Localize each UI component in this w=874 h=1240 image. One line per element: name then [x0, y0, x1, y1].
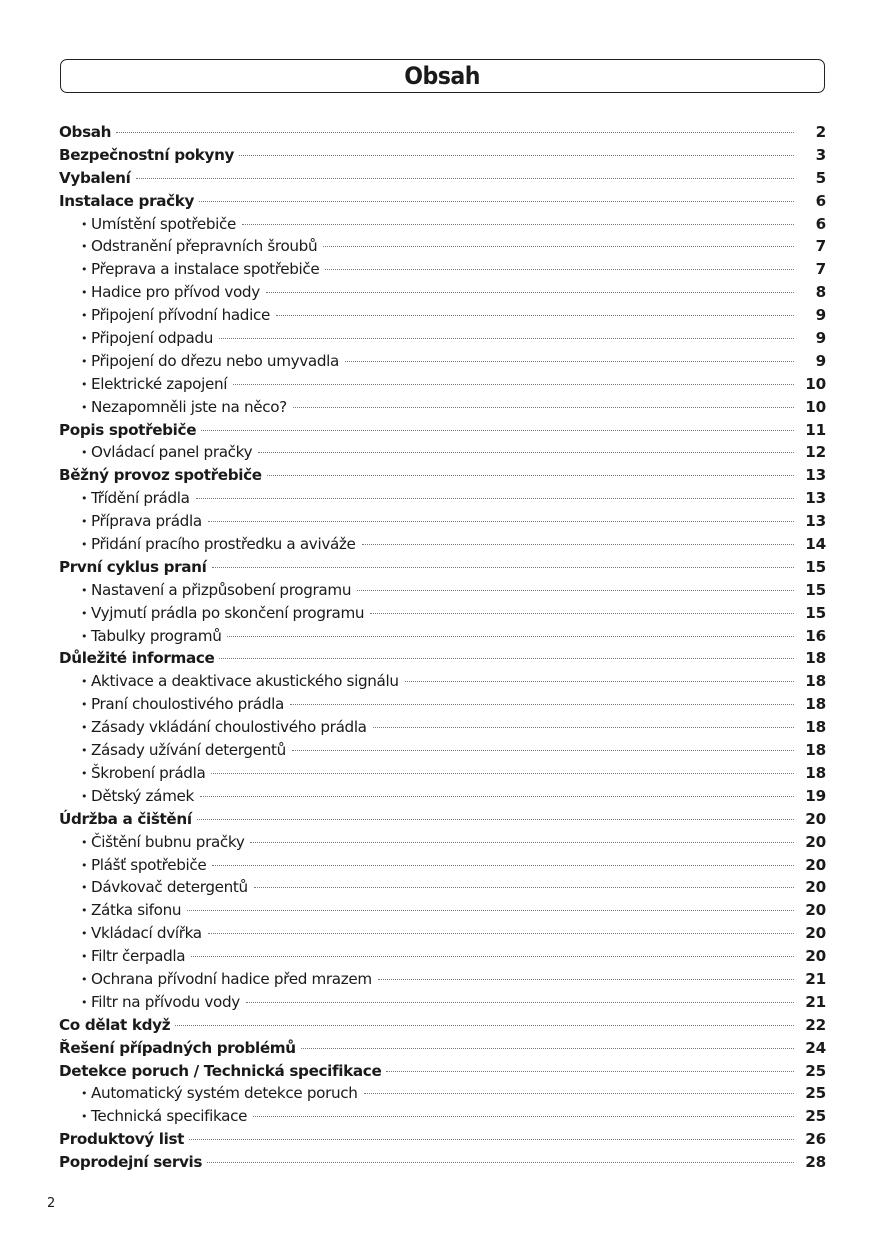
- toc-section-entry[interactable]: [59, 602, 826, 625]
- toc-entry-label: [59, 1128, 184, 1151]
- toc-entry-text: Škrobení prádla: [91, 763, 206, 782]
- toc-page-number: 20: [805, 832, 826, 851]
- bullet-icon: •: [81, 446, 88, 460]
- toc-entry-text: Elektrické zapojení: [91, 374, 228, 393]
- toc-page-number: 14: [805, 535, 826, 554]
- dotted-leader: [345, 361, 794, 362]
- toc-entry-label: [59, 1037, 296, 1060]
- toc-page-number: 6: [815, 214, 826, 233]
- toc-entry-label: [59, 1060, 381, 1083]
- toc-entry-text: Vyjmutí prádla po skončení programu: [91, 603, 365, 622]
- toc-entry-label: [59, 968, 372, 993]
- toc-entry-label: [59, 373, 227, 398]
- toc-entry-label: [59, 235, 317, 260]
- toc-entry-text: Hadice pro přívod vody: [91, 283, 260, 302]
- toc-page-number: 11: [805, 420, 826, 439]
- toc-entry-label: [59, 510, 202, 535]
- dotted-leader: [201, 430, 794, 431]
- toc-chapter-entry[interactable]: [59, 419, 826, 442]
- toc-page-number: 13: [805, 512, 826, 531]
- toc-entry-text: Přeprava a instalace spotřebiče: [91, 260, 320, 279]
- toc-page-number: 7: [815, 260, 826, 279]
- toc-entry-text: Bezpečnostní pokyny: [59, 145, 235, 164]
- bullet-icon: •: [81, 995, 88, 1009]
- toc-entry-text: Údržba a čištění: [59, 809, 192, 828]
- toc-entry-label: [59, 945, 185, 970]
- toc-chapter-entry[interactable]: [59, 144, 826, 167]
- toc-page-number: 25: [805, 1107, 826, 1126]
- toc-section-entry[interactable]: [59, 670, 826, 693]
- toc-section-entry[interactable]: [59, 693, 826, 716]
- toc-chapter-entry[interactable]: [59, 464, 826, 487]
- toc-page-number: 20: [805, 924, 826, 943]
- bullet-icon: •: [81, 835, 88, 849]
- toc-entry-label: [59, 739, 286, 764]
- toc-entry-label: [59, 441, 252, 466]
- bullet-icon: •: [81, 927, 88, 941]
- toc-entry-label: [59, 281, 260, 306]
- toc-section-entry[interactable]: [59, 625, 826, 648]
- dotted-leader: [254, 887, 794, 888]
- toc-page-number: 24: [805, 1038, 826, 1057]
- toc-section-entry[interactable]: [59, 533, 826, 556]
- toc-page-number: 10: [805, 374, 826, 393]
- dotted-leader: [373, 727, 794, 728]
- toc-chapter-entry[interactable]: [59, 808, 826, 831]
- toc-entry-text: Poprodejní servis: [59, 1153, 203, 1172]
- toc-entry-label: [59, 831, 244, 856]
- dotted-leader: [253, 1116, 794, 1117]
- toc-page-number: 5: [815, 168, 826, 187]
- dotted-leader: [301, 1048, 794, 1049]
- toc-entry-text: Připojení odpadu: [91, 329, 214, 348]
- toc-section-entry[interactable]: [59, 854, 826, 877]
- toc-page-number: 21: [805, 992, 826, 1011]
- toc-chapter-entry[interactable]: [59, 1128, 826, 1151]
- toc-entry-text: Nezapomněli jste na něco?: [91, 397, 287, 416]
- toc-page-number: 13: [805, 466, 826, 485]
- toc-entry-label: [59, 602, 364, 627]
- bullet-icon: •: [81, 309, 88, 323]
- bullet-icon: •: [81, 354, 88, 368]
- dotted-leader: [199, 201, 794, 202]
- bullet-icon: •: [81, 400, 88, 414]
- dotted-leader: [266, 292, 794, 293]
- page-title: Obsah: [404, 62, 481, 90]
- bullet-icon: •: [81, 583, 88, 597]
- toc-entry-label: [59, 991, 240, 1016]
- dotted-leader: [323, 246, 794, 247]
- toc-entry-label: [59, 556, 207, 579]
- toc-entry-text: Zásady užívání detergentů: [91, 741, 286, 760]
- dotted-leader: [276, 315, 794, 316]
- toc-page-number: 2: [815, 123, 826, 141]
- toc-page-number: 10: [805, 397, 826, 416]
- toc-entry-text: Připojení přívodní hadice: [91, 306, 270, 325]
- toc-page-number: 12: [805, 443, 826, 462]
- dotted-leader: [208, 521, 794, 522]
- toc-entry-text: Řešení případných problémů: [59, 1038, 296, 1057]
- bullet-icon: •: [81, 332, 88, 346]
- toc-page-number: 9: [815, 329, 826, 348]
- toc-entry-text: Vybalení: [59, 168, 131, 187]
- toc-entry-label: [59, 1105, 247, 1130]
- toc-section-entry[interactable]: [59, 739, 826, 762]
- toc-entry-label: [59, 693, 284, 718]
- toc-entry-label: [59, 396, 287, 421]
- dotted-leader: [292, 750, 794, 751]
- toc-page-number: 26: [805, 1130, 826, 1149]
- toc-entry-text: Co dělat když: [59, 1015, 171, 1034]
- dotted-leader: [267, 475, 794, 476]
- toc-chapter-entry[interactable]: [59, 1037, 826, 1060]
- toc-entry-text: Připojení do dřezu nebo umyvadla: [91, 351, 340, 370]
- toc-section-entry[interactable]: [59, 304, 826, 327]
- dotted-leader: [242, 224, 794, 225]
- toc-entry-text: Třídění prádla: [91, 489, 190, 508]
- toc-section-entry[interactable]: [59, 785, 826, 808]
- bullet-icon: •: [81, 972, 88, 986]
- toc-section-entry[interactable]: [59, 281, 826, 304]
- toc-page-number: 15: [805, 580, 826, 599]
- toc-entry-text: Aktivace a deaktivace akustického signálu: [91, 672, 399, 691]
- toc-entry-label: [59, 487, 190, 512]
- dotted-leader: [362, 544, 794, 545]
- bullet-icon: •: [81, 286, 88, 300]
- dotted-leader: [197, 819, 794, 820]
- toc-entry-label: [59, 854, 206, 879]
- toc-section-entry[interactable]: [59, 396, 826, 419]
- toc-section-entry[interactable]: [59, 876, 826, 899]
- toc-entry-label: [59, 167, 131, 190]
- table-of-contents: [59, 121, 826, 1174]
- toc-page-number: 22: [805, 1015, 826, 1034]
- bullet-icon: •: [81, 881, 88, 895]
- page-number: 2: [47, 1196, 56, 1211]
- dotted-leader: [196, 498, 794, 499]
- toc-entry-text: Detekce poruch / Technická specifikace: [59, 1061, 382, 1080]
- bullet-icon: •: [81, 721, 88, 735]
- toc-page-number: 16: [805, 626, 826, 645]
- bullet-icon: •: [81, 675, 88, 689]
- toc-page-number: 18: [805, 741, 826, 760]
- toc-section-entry[interactable]: [59, 968, 826, 991]
- toc-entry-text: Nastavení a přizpůsobení programu: [91, 580, 352, 599]
- dotted-leader: [207, 1162, 794, 1163]
- toc-entry-label: [59, 144, 234, 167]
- toc-entry-label: [59, 876, 248, 901]
- toc-entry-label: [59, 258, 319, 283]
- toc-page-number: 18: [805, 695, 826, 714]
- toc-chapter-entry[interactable]: [59, 1014, 826, 1037]
- dotted-leader: [211, 773, 794, 774]
- toc-section-entry[interactable]: [59, 510, 826, 533]
- toc-section-entry[interactable]: [59, 327, 826, 350]
- toc-page-number: 19: [805, 786, 826, 805]
- dotted-leader: [189, 1139, 794, 1140]
- toc-entry-label: [59, 1014, 170, 1037]
- toc-section-entry[interactable]: [59, 235, 826, 258]
- bullet-icon: •: [81, 538, 88, 552]
- dotted-leader: [364, 1093, 794, 1094]
- toc-entry-label: [59, 785, 194, 810]
- bullet-icon: •: [81, 217, 88, 231]
- toc-entry-label: [59, 213, 236, 238]
- dotted-leader: [233, 384, 794, 385]
- toc-page-number: 18: [805, 649, 826, 668]
- bullet-icon: •: [81, 240, 88, 254]
- bullet-icon: •: [81, 377, 88, 391]
- title-box: [60, 59, 825, 93]
- toc-section-entry[interactable]: [59, 899, 826, 922]
- toc-entry-text: Dávkovač detergentů: [91, 878, 248, 897]
- bullet-icon: •: [81, 858, 88, 872]
- toc-page-number: 28: [805, 1153, 826, 1172]
- toc-entry-text: Ovládací panel pračky: [91, 443, 253, 462]
- toc-section-entry[interactable]: [59, 350, 826, 373]
- toc-entry-label: [59, 762, 205, 787]
- toc-section-entry[interactable]: [59, 762, 826, 785]
- toc-page-number: 7: [815, 237, 826, 256]
- toc-section-entry[interactable]: [59, 579, 826, 602]
- bullet-icon: •: [81, 606, 88, 620]
- bullet-icon: •: [81, 1110, 88, 1124]
- toc-page-number: 18: [805, 718, 826, 737]
- toc-section-entry[interactable]: [59, 991, 826, 1014]
- dotted-leader: [293, 407, 794, 408]
- toc-entry-label: [59, 1151, 202, 1174]
- dotted-leader: [136, 178, 795, 179]
- toc-entry-text: Automatický systém detekce poruch: [91, 1084, 358, 1103]
- toc-entry-label: [59, 350, 339, 375]
- toc-entry-text: Praní choulostivého prádla: [91, 695, 284, 714]
- dotted-leader: [187, 910, 794, 911]
- toc-page-number: 15: [805, 557, 826, 576]
- dotted-leader: [357, 590, 794, 591]
- dotted-leader: [200, 796, 794, 797]
- toc-entry-label: [59, 670, 399, 695]
- toc-chapter-entry[interactable]: [59, 1060, 826, 1083]
- bullet-icon: •: [81, 515, 88, 529]
- dotted-leader: [290, 704, 794, 705]
- toc-section-entry[interactable]: [59, 258, 826, 281]
- toc-entry-label: [59, 625, 221, 650]
- toc-entry-text: Obsah: [59, 123, 112, 141]
- toc-entry-label: [59, 464, 262, 487]
- toc-entry-label: [59, 121, 111, 144]
- toc-page-number: 25: [805, 1084, 826, 1103]
- bullet-icon: •: [81, 789, 88, 803]
- bullet-icon: •: [81, 904, 88, 918]
- toc-chapter-entry[interactable]: [59, 556, 826, 579]
- toc-entry-text: Dětský zámek: [91, 786, 194, 805]
- toc-entry-text: Technická specifikace: [91, 1107, 248, 1126]
- toc-entry-label: [59, 304, 270, 329]
- toc-chapter-entry[interactable]: [59, 121, 826, 144]
- toc-page-number: 18: [805, 763, 826, 782]
- dotted-leader: [370, 613, 794, 614]
- toc-page-number: 3: [815, 145, 826, 164]
- dotted-leader: [405, 681, 794, 682]
- dotted-leader: [175, 1025, 794, 1026]
- dotted-leader: [116, 132, 794, 133]
- dotted-leader: [250, 842, 794, 843]
- toc-entry-text: Zátka sifonu: [91, 901, 182, 920]
- toc-page-number: 13: [805, 489, 826, 508]
- toc-entry-text: První cyklus praní: [59, 557, 207, 576]
- toc-entry-label: [59, 716, 367, 741]
- toc-entry-label: [59, 419, 196, 442]
- toc-page-number: 20: [805, 809, 826, 828]
- bullet-icon: •: [81, 950, 88, 964]
- toc-chapter-entry[interactable]: [59, 1151, 826, 1174]
- toc-chapter-entry[interactable]: [59, 190, 826, 213]
- toc-section-entry[interactable]: [59, 1105, 826, 1128]
- dotted-leader: [258, 452, 794, 453]
- dotted-leader: [325, 269, 794, 270]
- toc-entry-label: [59, 327, 213, 352]
- toc-entry-label: [59, 533, 356, 558]
- toc-entry-label: [59, 899, 181, 924]
- toc-entry-text: Důležité informace: [59, 649, 215, 668]
- toc-section-entry[interactable]: [59, 487, 826, 510]
- toc-page-number: 15: [805, 603, 826, 622]
- toc-entry-label: [59, 1082, 358, 1107]
- toc-page-number: 18: [805, 672, 826, 691]
- dotted-leader: [212, 865, 794, 866]
- dotted-leader: [191, 956, 794, 957]
- toc-entry-text: Umístění spotřebiče: [91, 214, 236, 233]
- toc-section-entry[interactable]: [59, 1082, 826, 1105]
- toc-entry-label: [59, 808, 192, 831]
- dotted-leader: [246, 1002, 794, 1003]
- dotted-leader: [219, 338, 794, 339]
- toc-section-entry[interactable]: [59, 373, 826, 396]
- toc-entry-label: [59, 647, 214, 670]
- bullet-icon: •: [81, 744, 88, 758]
- toc-page-number: 25: [805, 1061, 826, 1080]
- toc-section-entry[interactable]: [59, 831, 826, 854]
- dotted-leader: [386, 1071, 794, 1072]
- toc-section-entry[interactable]: [59, 716, 826, 739]
- dotted-leader: [208, 933, 794, 934]
- toc-entry-text: Popis spotřebiče: [59, 420, 197, 439]
- toc-chapter-entry[interactable]: [59, 647, 826, 670]
- toc-section-entry[interactable]: [59, 922, 826, 945]
- dotted-leader: [219, 658, 794, 659]
- toc-chapter-entry[interactable]: [59, 167, 826, 190]
- toc-entry-text: Běžný provoz spotřebiče: [59, 466, 262, 485]
- toc-page-number: 9: [815, 306, 826, 325]
- toc-entry-text: Filtr čerpadla: [91, 947, 186, 966]
- toc-page-number: 20: [805, 901, 826, 920]
- toc-entry-text: Tabulky programů: [91, 626, 222, 645]
- toc-entry-text: Instalace pračky: [59, 191, 195, 210]
- bullet-icon: •: [81, 698, 88, 712]
- toc-entry-label: [59, 922, 202, 947]
- toc-page-number: 6: [815, 191, 826, 210]
- toc-entry-text: Čištění bubnu pračky: [91, 832, 245, 851]
- toc-section-entry[interactable]: [59, 945, 826, 968]
- bullet-icon: •: [81, 629, 88, 643]
- toc-page-number: 20: [805, 947, 826, 966]
- toc-section-entry[interactable]: [59, 441, 826, 464]
- toc-page-number: 21: [805, 969, 826, 988]
- bullet-icon: •: [81, 492, 88, 506]
- toc-page-number: 20: [805, 878, 826, 897]
- toc-page-number: 20: [805, 855, 826, 874]
- toc-entry-text: Filtr na přívodu vody: [91, 992, 240, 1011]
- toc-section-entry[interactable]: [59, 213, 826, 236]
- bullet-icon: •: [81, 1087, 88, 1101]
- bullet-icon: •: [81, 263, 88, 277]
- toc-entry-label: [59, 190, 194, 213]
- dotted-leader: [378, 979, 794, 980]
- toc-entry-text: Odstranění přepravních šroubů: [91, 237, 318, 256]
- dotted-leader: [239, 155, 794, 156]
- dotted-leader: [227, 636, 794, 637]
- bullet-icon: •: [81, 766, 88, 780]
- toc-entry-text: Plášť spotřebiče: [91, 855, 207, 874]
- toc-entry-text: Vkládací dvířka: [91, 924, 202, 943]
- toc-page-number: 9: [815, 351, 826, 370]
- toc-entry-text: Ochrana přívodní hadice před mrazem: [91, 969, 372, 988]
- toc-entry-text: Příprava prádla: [91, 512, 202, 531]
- toc-entry-text: Zásady vkládání choulostivého prádla: [91, 718, 367, 737]
- dotted-leader: [212, 567, 794, 568]
- toc-entry-text: Produktový list: [59, 1130, 185, 1149]
- toc-entry-text: Přidání pracího prostředku a aviváže: [91, 535, 356, 554]
- toc-entry-label: [59, 579, 351, 604]
- toc-page-number: 8: [815, 283, 826, 302]
